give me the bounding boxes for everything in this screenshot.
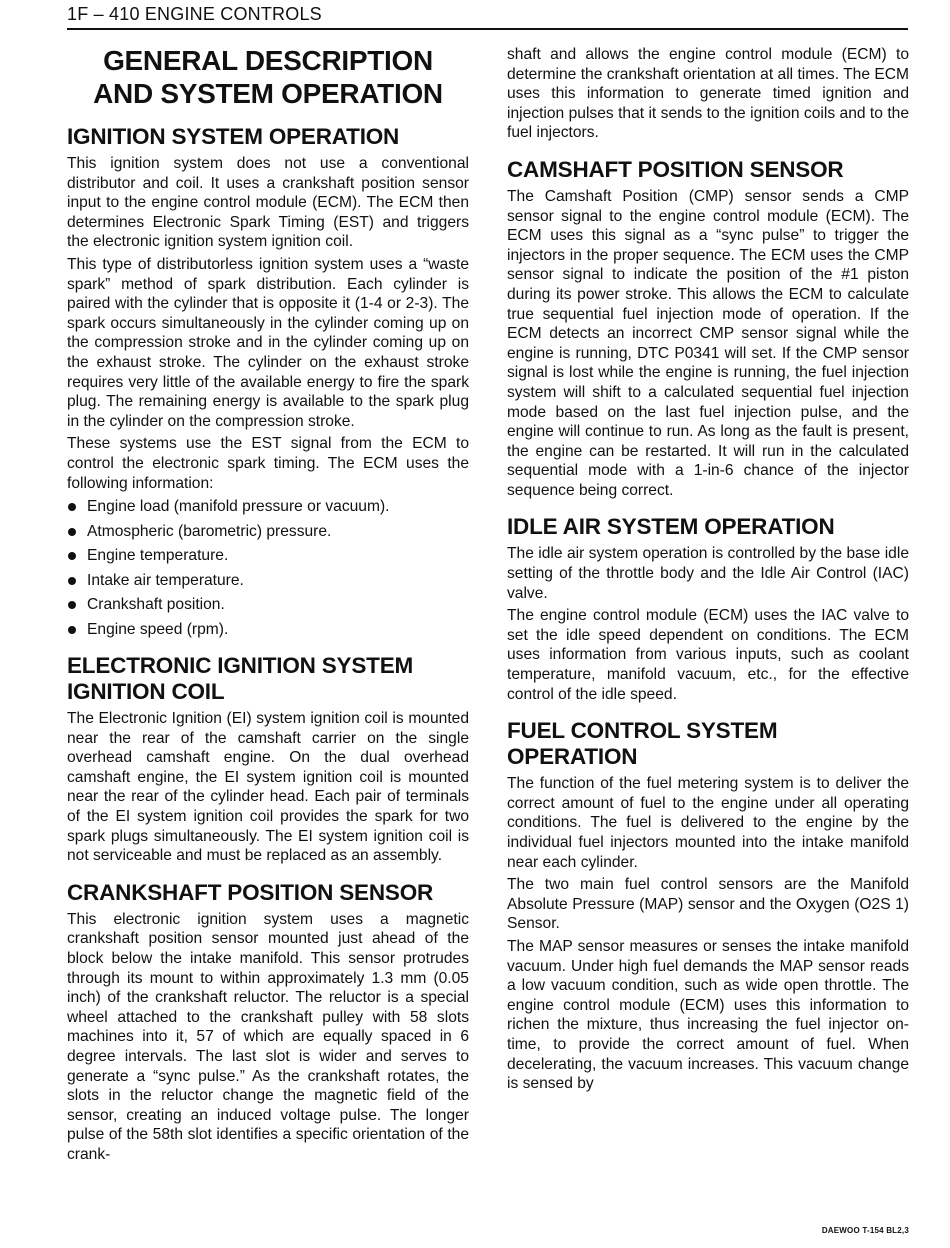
list-item (67, 620, 469, 640)
section-title (507, 718, 909, 770)
bullet-icon (68, 601, 76, 609)
main-title-line2: AND SYSTEM OPERATION (93, 78, 443, 109)
list-item-text: Engine speed (rpm). (87, 620, 229, 638)
paragraph: These systems use the EST signal from the ECM to control the electronic spark timing. The ECM uses the following information: (67, 435, 469, 492)
section-title-line1: ELECTRONIC IGNITION SYSTEM (67, 653, 414, 679)
bullet-icon (68, 626, 76, 634)
section-title-line1: FUEL CONTROL SYSTEM (507, 718, 778, 744)
list-item (67, 571, 469, 591)
section-fuel-control-system (507, 718, 909, 1094)
section-ei-ignition-coil (67, 653, 469, 866)
paragraph: The Camshaft Position (CMP) sensor sends a CMP sensor signal to the engine control module (ECM). The ECM uses this signal as a “sync pulse” to trigger the injectors in the proper sequence. The ECM uses the CMP sensor signal to indicate the position of the #1 piston during its power stroke. This allows the ECM to calculate true sequential fuel injection mode of operation. If the ECM detects an incorrect CMP sensor signal while the engine is running, DTC P0341 will set. If the CMP sensor signal is lost while the engine is running, the fuel injection system will shift to a calculated sequential fuel injection mode based on the last fuel injection pulse, and the engine will continue to run. As long as the fault is present, the engine can be restarted. It will run in the calculated sequential mode with a 1-in-6 chance of the injector sequence being correct. (507, 187, 909, 499)
paragraph: shaft and allows the engine control module (ECM) to determine the crankshaft orientation at all times. The ECM uses this information to generate timed ignition and injection pulses that it sends to the ignition coils and to the fuel injectors. (507, 46, 909, 142)
right-column (507, 45, 909, 1108)
list-item (67, 497, 469, 517)
bullet-icon (68, 577, 76, 585)
section-ignition-system (67, 124, 469, 639)
list-item (67, 522, 469, 542)
section-title: CAMSHAFT POSITION SENSOR (507, 156, 844, 182)
section-title: IGNITION SYSTEM OPERATION (67, 124, 400, 149)
section-title-line2: IGNITION COIL (67, 679, 225, 705)
list-item-text: Engine load (manifold pressure or vacuum). (87, 498, 390, 516)
section-idle-air-system (507, 514, 909, 704)
main-title-line1: GENERAL DESCRIPTION (103, 45, 433, 76)
paragraph: The Electronic Ignition (EI) system ignition coil is mounted near the rear of the camshaft carrier on the single overhead camshaft engine. On the dual overhead camshaft engine, the EI system ignition coil is mounted near the rear of the cylinder head. Each pair of terminals of the EI system ignition coil provides the spark for two spark plugs simultaneously. The EI system ignition coil is not serviceable and must be replaced as an assembly. (67, 710, 469, 865)
list-item-text: Intake air temperature. (87, 571, 244, 589)
left-column (67, 44, 469, 1179)
paragraph: The two main fuel control sensors are the Manifold Absolute Pressure (MAP) sensor and the Oxygen (O2S 1) Sensor. (507, 876, 909, 933)
page-number-title: 1F – 410 ENGINE CONTROLS (67, 4, 322, 24)
paragraph: The MAP sensor measures or senses the intake manifold vacuum. Under high fuel demands the MAP sensor reads a low vacuum condition, such as wide open throttle. The engine control module (ECM) uses this information to richen the mixture, thus increasing the fuel injector on-time, to provide the correct amount of fuel. When decelerating, the vacuum increases. This vacuum change is sensed by (507, 937, 909, 1093)
bullet-icon (68, 552, 76, 560)
list-item-text: Engine temperature. (87, 547, 229, 565)
paragraph: The function of the fuel metering system is to deliver the correct amount of fuel to the engine under all operating conditions. The fuel is delivered to the engine by the individual fuel injectors mounted into the intake manifold near each cylinder. (507, 775, 909, 871)
section-title-line2: OPERATION (507, 744, 638, 770)
page-header (67, 2, 908, 30)
list-item-text: Crankshaft position. (87, 596, 225, 614)
bullet-icon (68, 528, 76, 536)
paragraph: The engine control module (ECM) uses the IAC valve to set the idle speed dependent on conditions. The ECM uses information from various inputs, such as coolant temperature, manifold vacuum, etc., for the effective control of the idle speed. (507, 607, 909, 703)
section-title (67, 653, 469, 705)
bullet-icon (68, 503, 76, 511)
section-title: CRANKSHAFT POSITION SENSOR (67, 879, 434, 905)
paragraph: This ignition system does not use a conventional distributor and coil. It uses a crankshaft position sensor input to the engine control module (ECM). The ECM then determines Electronic Spark Timing (EST) and triggers the electronic ignition system ignition coil. (67, 155, 469, 251)
information-list (67, 497, 469, 639)
section-crankshaft-continued (507, 45, 909, 143)
list-item (67, 546, 469, 566)
list-item-text: Atmospheric (barometric) pressure. (87, 522, 332, 540)
section-title: IDLE AIR SYSTEM OPERATION (507, 514, 835, 540)
list-item (67, 595, 469, 615)
footer-code: DAEWOO T-154 BL2,3 (821, 1226, 909, 1235)
section-camshaft-position-sensor (507, 157, 909, 501)
paragraph: This electronic ignition system uses a magnetic crankshaft position sensor mounted just ahead of the block below the intake manifold. This sensor protrudes through its mount to within approximately 1.3 mm (0.05 inch) of the crankshaft reluctor. The reluctor is a special wheel attached to the crankshaft pulley with 58 slots machines into it, 57 of which are equally spaced in 6 degree intervals. The last slot is wider and serves to generate a “sync pulse.” As the crankshaft rotates, the slots in the reluctor change the magnetic field of the sensor, creating an induced voltage pulse. The longer pulse of the 58th slot identifies a specific orientation of the crank- (67, 910, 469, 1163)
paragraph: The idle air system operation is controlled by the base idle setting of the throttle body and the Idle Air Control (IAC) valve. (507, 545, 909, 602)
section-crankshaft-position-sensor (67, 880, 469, 1165)
main-title (67, 44, 469, 110)
paragraph: This type of distributorless ignition system uses a “waste spark” method of spark distribution. Each cylinder is paired with the cylinder that is opposite it (1-4 or 2-3). The spark occurs simultaneously in the cylinder coming up on the compression stroke and in the cylinder coming up on the exhaust stroke. The cylinder on the exhaust stroke requires very little of the available energy to fire the spark plug. The remaining energy is available to the spark plug in the cylinder on the compression stroke. (67, 255, 469, 430)
